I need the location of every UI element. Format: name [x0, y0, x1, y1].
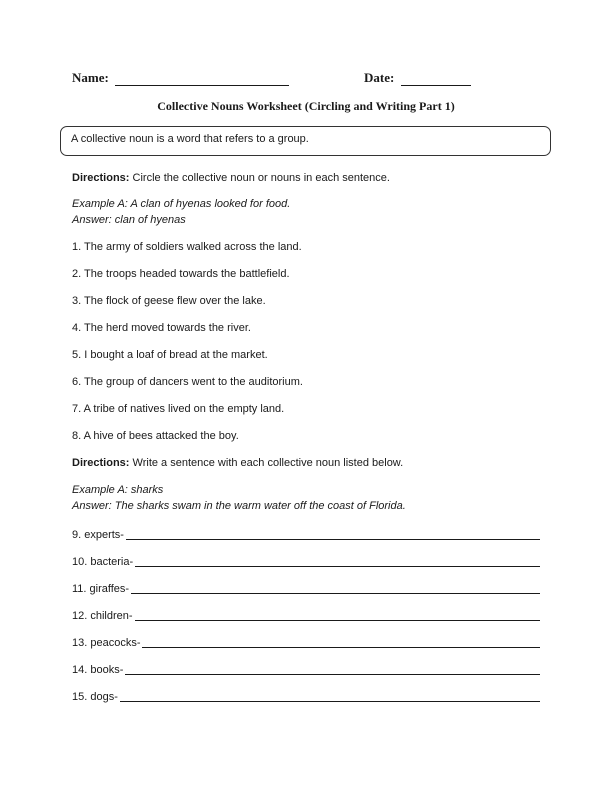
date-blank-line[interactable]: [401, 72, 471, 86]
section1-directions-label: Directions:: [72, 172, 130, 184]
write-line-12[interactable]: [72, 607, 540, 623]
date-field[interactable]: [364, 70, 471, 86]
write-line-11[interactable]: [72, 580, 540, 596]
write-line-label: 13. peacocks-: [72, 637, 141, 649]
sentence-item-8[interactable]: 8. A hive of bees attacked the boy.: [72, 430, 239, 442]
answer-rule[interactable]: [135, 620, 540, 621]
write-line-label: 9. experts-: [72, 529, 124, 541]
answer-rule[interactable]: [142, 647, 540, 648]
write-line-13[interactable]: [72, 634, 540, 650]
answer-rule[interactable]: [120, 701, 540, 702]
section1-example: Example A: A clan of hyenas looked for food.: [72, 198, 291, 210]
date-label: Date:: [364, 70, 395, 85]
name-label: Name:: [72, 70, 109, 85]
sentence-item-3[interactable]: 3. The flock of geese flew over the lake.: [72, 295, 266, 307]
write-line-15[interactable]: [72, 688, 540, 704]
section2-directions-text: Write a sentence with each collective noun listed below.: [132, 457, 404, 469]
section1-directions: [72, 172, 390, 184]
section1-answer: Answer: clan of hyenas: [72, 214, 186, 226]
answer-rule[interactable]: [125, 674, 540, 675]
section2-answer: Answer: The sharks swam in the warm water off the coast of Florida.: [72, 500, 406, 512]
answer-rule[interactable]: [131, 593, 540, 594]
write-line-label: 10. bacteria-: [72, 556, 134, 568]
section2-example: Example A: sharks: [72, 484, 164, 496]
worksheet-title: Collective Nouns Worksheet (Circling and Writing Part 1): [157, 99, 455, 113]
section1-directions-text: Circle the collective noun or nouns in each sentence.: [132, 172, 390, 184]
write-line-label: 15. dogs-: [72, 691, 118, 703]
sentence-item-7[interactable]: 7. A tribe of natives lived on the empty land.: [72, 403, 285, 415]
answer-rule[interactable]: [126, 539, 540, 540]
write-line-10[interactable]: [72, 553, 540, 569]
header-row: [72, 70, 492, 88]
definition-box: A collective noun is a word that refers to a group.: [60, 126, 551, 156]
name-blank-line[interactable]: [115, 72, 289, 86]
write-line-14[interactable]: [72, 661, 540, 677]
section2-directions-label: Directions:: [72, 457, 130, 469]
answer-rule[interactable]: [135, 566, 540, 567]
sentence-item-5[interactable]: 5. I bought a loaf of bread at the market.: [72, 349, 268, 361]
name-field[interactable]: [72, 70, 289, 86]
sentence-item-4[interactable]: 4. The herd moved towards the river.: [72, 322, 251, 334]
sentence-item-2[interactable]: 2. The troops headed towards the battlefield.: [72, 268, 290, 280]
write-line-9[interactable]: [72, 526, 540, 542]
sentence-item-1[interactable]: 1. The army of soldiers walked across the land.: [72, 241, 302, 253]
write-line-label: 14. books-: [72, 664, 124, 676]
write-line-label: 11. giraffes-: [72, 583, 130, 595]
write-line-label: 12. children-: [72, 610, 133, 622]
sentence-item-6[interactable]: 6. The group of dancers went to the auditorium.: [72, 376, 303, 388]
section2-directions: [72, 457, 403, 469]
